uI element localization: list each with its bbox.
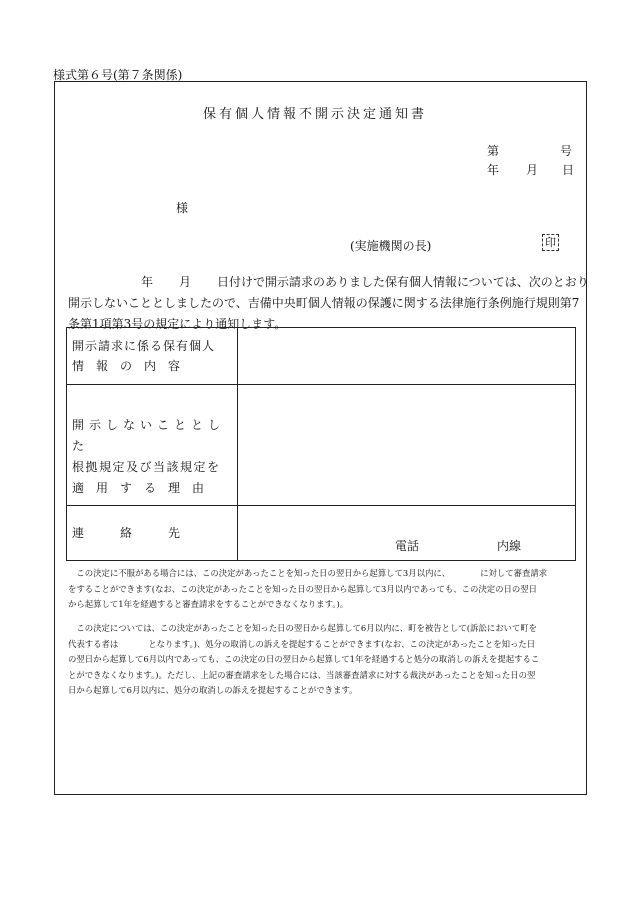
body-line-3: 条第1項第3号の規定により通知します。 — [68, 317, 287, 331]
table-row-info-content — [67, 328, 575, 385]
row-label-info-content — [72, 336, 232, 376]
body-line-1-text: 日付けで開示請求のありました保有個人情報については、次のとおり — [217, 275, 589, 289]
document-number-go: 号 — [560, 144, 573, 158]
body-month: 月 — [179, 275, 192, 289]
info-table — [66, 327, 576, 561]
row-label-contact: 連 絡 先 — [72, 526, 181, 540]
seal-mark: 印 — [542, 234, 559, 251]
document-title: 保有個人情報不開示決定通知書 — [202, 107, 427, 122]
note-line — [68, 621, 578, 637]
table-column-divider — [237, 328, 238, 560]
row-label-reason — [72, 415, 232, 499]
body-year: 年 — [141, 275, 154, 289]
note-line: とができなくなります。)。ただし、上記の審査請求をした場合には、当該審査請求に対する裁決があったことを知った日の翌 — [68, 669, 536, 680]
body-line-2: 開示しないこととしましたので、吉備中央町個人情報の保護に関する法律施行条例施行規則第7 — [68, 296, 580, 310]
date-day: 日 — [562, 163, 575, 177]
note-text: となります。)、処分の取消しの訴えを提起することができます(なお、この決定があったことを知った日 — [148, 638, 536, 649]
date-month: 月 — [526, 163, 539, 177]
issuer-title: (実施機関の長) — [350, 239, 432, 253]
note-line: から起算して1年を経過すると審査請求をすることができなくなります。)。 — [68, 599, 349, 609]
form-number-label: 様式第６号(第７条関係) — [53, 68, 183, 82]
date-year: 年 — [487, 163, 500, 177]
lawsuit-notice — [68, 621, 578, 699]
note-text: 代表する者は — [68, 638, 119, 649]
label-line: 根拠規定及び当該規定を — [72, 460, 221, 474]
label-line: 開示請求に係る保有個人 — [72, 339, 216, 353]
note-line: 日から起算して6月以内に、処分の取消しの訴えを提起することができます。 — [68, 685, 358, 695]
note-line — [68, 566, 578, 582]
appeal-notice — [68, 566, 578, 613]
label-line: 情 報 の 内 容 — [72, 359, 181, 373]
document-number-dai: 第 — [487, 144, 500, 158]
note-text: この決定に不服がある場合には、この決定があったことを知った日の翌日から起算して3月以内に、 — [76, 568, 451, 578]
note-text: に対して審査請求 — [480, 568, 548, 578]
table-row-reason — [67, 385, 575, 506]
extension-label: 内線 — [497, 539, 522, 553]
note-line: の翌日から起算して6月以内であっても、この決定の日の翌日から起算して1年を経過すると処分の取消しの訴えを提起するこ — [68, 654, 540, 664]
body-line-1 — [68, 272, 589, 293]
label-line: 適 用 す る 理 由 — [72, 481, 205, 495]
note-text: この決定については、この決定があったことを知った日の翌日から起算して6月以内に、町を被告として(訴訟において町を — [76, 623, 537, 633]
addressee-suffix: 様 — [176, 201, 189, 215]
body-text — [68, 272, 589, 335]
note-line: をすることができます(なお、この決定があったことを知った日の翌日から起算して3月以内であっても、この決定の日の翌日 — [68, 583, 538, 594]
label-line: 開示しないこととした — [72, 418, 226, 453]
note-line — [68, 637, 578, 653]
phone-label: 電話 — [395, 539, 420, 553]
